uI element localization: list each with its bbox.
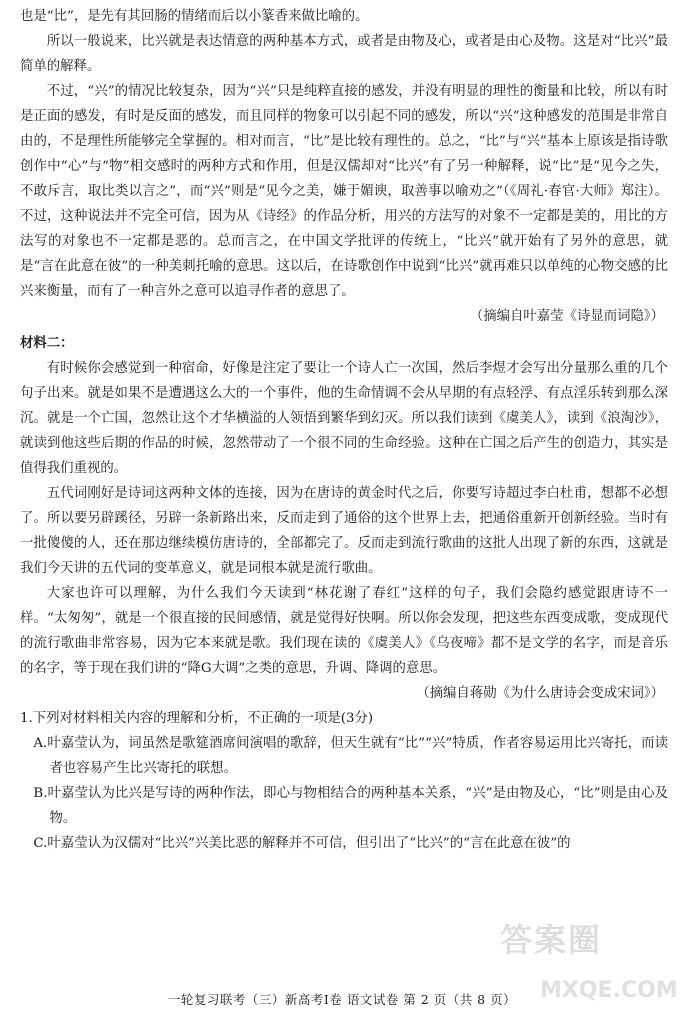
paragraph-4: 有时候你会感觉到一种宿命，好像是注定了要让一个诗人亡一次国，然后李煜才会写出分量那么重的几个句子出来。就是如果不是遭遇这么大的一个事件，他的生命情调不会从早期的有点轻浮、有点淫乐转到那么深沉。就是一个亡国，忽然让这个才华横溢的人领悟到繁华到幻灭。所以我们读到《虞美人》，读到《浪淘沙》，就读到他这些后期的作品的时候，忽然带动了一个很不同的生命经验。这种在亡国之后产生的创造力，其实是值得我们重视的。 (20, 361, 668, 476)
watermark-sub-text: MXQE.COM (540, 978, 678, 1003)
page-footer: 一轮复习联考（三）新高考Ⅰ卷 语文试卷 第 2 页（共 8 页） (167, 992, 517, 1007)
paragraph-3: 不过，“兴”的情况比较复杂，因为“兴”只是纯粹直接的感发，并没有明显的理性的衡量和比较，所以有时是正面的感发，有时是反面的感发，而且同样的物象可以引起不同的感发，所以“兴”这种感发的范围是非常自由的，不是理性所能够完全掌握的。相对而言，“比”是比较有理性的。总之，“比”与“兴”基本上原该是指诗歌创作中“心”与“物”相交感时的两种方式和作用，但是汉儒却对“比兴”有了另一种解释，说“比”是“见今之失，不敢斥言，取比类以言之”，而“兴”则是“见今之美，嫌于媚谀，取善事以喻劝之”（《周礼·春官·大师》郑注）。不过，这种说法并不完全可信，因为从《诗经》的作品分析，用兴的方法写的对象不一定都是美的，用比的方法写的对象也不一定都是恶的。总而言之，在中国文学批评的传统上，“比兴”就开始有了另外的意思，就是“言在此意在彼”的一种美刺托喻的意思。这以后，在诗歌创作中说到“比兴”就再难只以单纯的心物交感的比兴来衡量，而有了一种言外之意可以追寻作者的意思了。 (20, 84, 668, 299)
watermark-main-text: 答案圈 (500, 921, 603, 959)
paragraph-6: 大家也许可以理解，为什么我们今天读到“林花谢了春红”这样的句子，我们会隐约感觉跟唐诗不一样。“太匆匆”，就是一个很直接的民间感情，就是觉得好快啊。所以你会发现，把这些东西变成歌，变成现代的流行歌曲非常容易，因为它本来就是歌。我们现在读的《虞美人》《乌夜啼》都不是文学的名字，而是音乐的名字，等于现在我们讲的“降G大调”之类的意思，升调、降调的意思。 (20, 586, 668, 676)
material-two-heading: 材料二： (20, 336, 74, 351)
paragraph-1: 也是“比”，是先有其回肠的情绪而后以小篆香来做比喻的。 (20, 9, 369, 24)
watermark-logo (470, 920, 680, 1015)
source-citation-1: （摘编自叶嘉莹《诗显而词隐》） (469, 309, 664, 324)
option-b: B.叶嘉莹认为比兴是写诗的两种作法，即心与物相结合的两种基本关系，“兴”是由物及心，“比”则是由心及物。 (33, 786, 668, 826)
paragraph-5: 五代词刚好是诗词这两种文体的连接，因为在唐诗的黄金时代之后，你要写诗超过李白杜甫，想都不必想了。所以要另辟蹊径，另辟一条新路出来，反而走到了通俗的这个世界上去，把通俗重新开创新经验。当时有一批傻傻的人，还在那边继续模仿唐诗的，全部都完了。反而走到流行歌曲的这批人出现了新的东西，这就是我们今天讲的五代词的变革意义，就是词根本就是流行歌曲。 (20, 486, 668, 576)
source-citation-2: （摘编自蒋勋《为什么唐诗会变成宋词》） (416, 686, 664, 701)
question-stem: 1.下列对材料相关内容的理解和分析，不正确的一项是(3分) (20, 711, 374, 726)
option-a: A.叶嘉莹认为，词虽然是歌筵酒席间演唱的歌辞，但天生就有“比”“兴”特质，作者容易运用比兴寄托，而读者也容易产生比兴寄托的联想。 (33, 736, 668, 776)
paragraph-2: 所以一般说来，比兴就是表达情意的两种基本方式，或者是由物及心，或者是由心及物。这是对“比兴”最简单的解释。 (20, 34, 668, 74)
option-c: C.叶嘉莹认为汉儒对“比兴”兴美比恶的解释并不可信，但引出了“比兴”的“言在此意在彼”的 (33, 836, 571, 851)
